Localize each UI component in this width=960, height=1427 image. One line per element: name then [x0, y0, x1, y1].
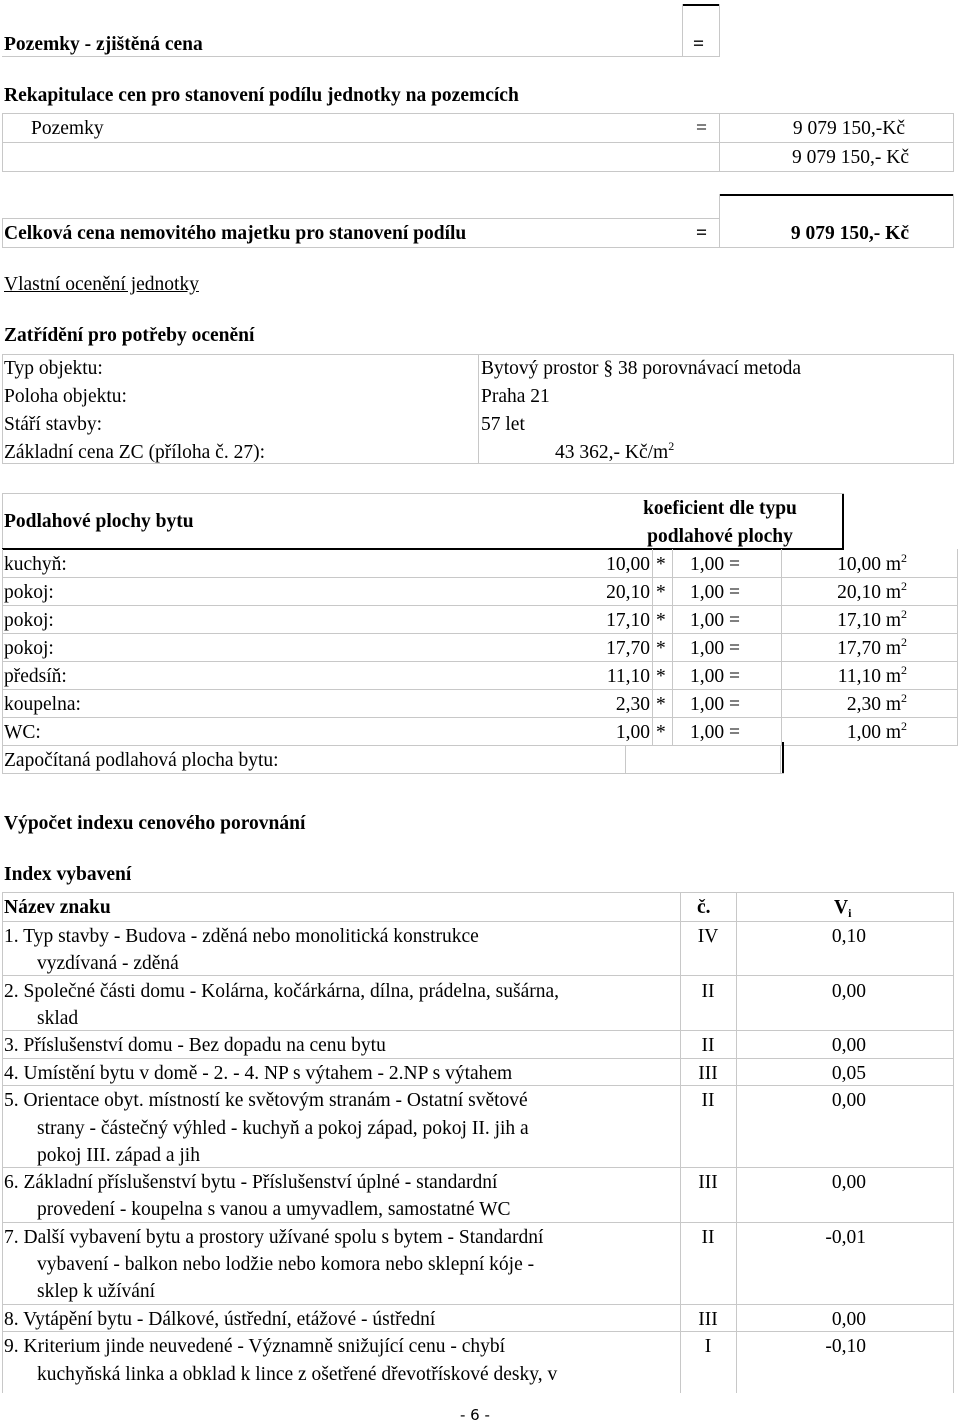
floor-area-op: *	[656, 554, 666, 575]
total-label: Celková cena nemovitého majetku pro stanovení podílu	[4, 223, 467, 244]
classification-value: Praha 21	[481, 386, 550, 407]
floor-area-value: 2,30	[615, 694, 650, 715]
floor-area-result: 17,70 $m^2$	[837, 635, 907, 659]
index-row-text: vyzdívaná - zděná	[37, 953, 179, 974]
floor-area-coef: 1,00 =	[690, 666, 740, 687]
classification-value: 57 let	[481, 414, 525, 435]
index-row-text: 9. Kriterium jinde neuvedené - Významně snižující cenu - chybí	[4, 1336, 506, 1357]
floor-area-label: pokoj:	[4, 638, 54, 659]
index-row-no: II	[701, 1227, 715, 1248]
index-row-text: 4. Umístění bytu v domě - 2. - 4. NP s výtahem - 2.NP s výtahem	[4, 1063, 513, 1084]
index-row-text: vybavení - balkon nebo lodžie nebo komora nebo sklepní kóje -	[37, 1254, 535, 1275]
floor-area-value: 11,10	[606, 666, 650, 687]
total-value: 9 079 150,- Kč	[790, 223, 909, 244]
floor-area-result: 11,10 $m^2$	[837, 663, 907, 687]
floor-area-op: *	[656, 582, 666, 603]
floor-area-op: *	[656, 638, 666, 659]
floor-area-value: 20,10	[606, 582, 650, 603]
recap-row-eq: =	[696, 118, 707, 139]
floor-area-coef: 1,00 =	[690, 610, 740, 631]
floor-area-op: *	[656, 722, 666, 743]
index-row-no: II	[701, 981, 715, 1002]
index-row-v: 0,00	[831, 981, 866, 1002]
floor-area-op: *	[656, 694, 666, 715]
classification-value: Bytový prostor § 38 porovnávací metoda	[481, 358, 802, 379]
index-row-text: sklad	[37, 1008, 79, 1029]
index-row-text: 8. Vytápění bytu - Dálkové, ústřední, etážové - ústřední	[4, 1309, 436, 1330]
floor-area-result: 10,00 $m^2$	[837, 551, 907, 575]
index-row-v: -0,10	[825, 1336, 866, 1357]
floor-area-result: 20,10 $m^2$	[837, 579, 907, 603]
index-row-no: I	[704, 1336, 712, 1357]
index-row-v: 0,00	[831, 1309, 866, 1330]
land-price-eq: =	[693, 34, 705, 55]
floor-area-label: koupelna:	[4, 694, 81, 715]
floor-area-coef: 1,00 =	[690, 638, 740, 659]
floor-area-label: WC:	[4, 722, 41, 743]
index-row-text: 3. Příslušenství domu - Bez dopadu na cenu bytu	[4, 1035, 386, 1056]
index-row-text: provedení - koupelna s vanou a umyvadlem, samostatné WC	[37, 1199, 511, 1220]
floor-area-op: *	[656, 610, 666, 631]
floor-area-coef: 1,00 =	[690, 582, 740, 603]
index-row-v: -0,01	[825, 1227, 866, 1248]
index-row-text: kuchyňská linka a obklad k lince z ošetřené dřevotřískové desky, v	[37, 1364, 558, 1385]
index-col-no: č.	[697, 897, 711, 918]
floor-area-result: 17,10 $m^2$	[837, 607, 907, 631]
floor-area-value: 17,70	[606, 638, 650, 659]
floor-area-value: 17,10	[606, 610, 650, 631]
floor-area-label: pokoj:	[4, 582, 54, 603]
index-row-v: 0,10	[831, 926, 866, 947]
recap-sum-value: 9 079 150,- Kč	[792, 147, 909, 168]
own-valuation-heading: Vlastní ocenění jednotky	[4, 274, 199, 295]
index-row-v: 0,00	[831, 1172, 866, 1193]
index-row-v: 0,05	[831, 1063, 866, 1084]
recap-row-label: Pozemky	[31, 118, 104, 139]
total-eq: =	[696, 223, 708, 244]
floor-area-coef: 1,00 =	[690, 554, 740, 575]
recap-heading: Rekapitulace cen pro stanovení podílu jednotky na pozemcích	[4, 85, 519, 106]
floor-areas-heading: Podlahové plochy bytu	[4, 511, 194, 532]
classification-label: Typ objektu:	[4, 358, 103, 379]
index-col-name: Název znaku	[4, 897, 111, 918]
page-number: - 6 -	[460, 1406, 490, 1424]
floor-area-label: předsíň:	[4, 666, 67, 687]
index-row-no: III	[698, 1063, 718, 1084]
classification-heading: Zatřídění pro potřeby ocenění	[4, 325, 255, 346]
floor-area-op: *	[656, 666, 666, 687]
floor-area-result: 1,00 $m^2$	[846, 719, 907, 743]
index-row-text: strany - částečný výhled - kuchyň a pokoj západ, pokoj II. jih a	[37, 1118, 529, 1139]
index-row-no: III	[698, 1172, 718, 1193]
recap-row-value: 9 079 150,-Kč	[792, 118, 905, 139]
index-col-v: $V_i$	[834, 897, 852, 920]
floor-area-value: 10,00	[606, 554, 650, 575]
index-row-v: 0,00	[831, 1090, 866, 1111]
index-row-no: III	[698, 1309, 718, 1330]
floor-area-label: pokoj:	[4, 610, 54, 631]
index-row-text: 6. Základní příslušenství bytu - Příslušenství úplné - standardní	[4, 1172, 498, 1193]
index-row-text: 2. Společné části domu - Kolárna, kočárkárna, dílna, prádelna, sušárna,	[4, 981, 560, 1002]
index-row-text: 5. Orientace obyt. místností ke světovým stranám - Ostatní světové	[4, 1090, 528, 1111]
index-row-text: 1. Typ stavby - Budova - zděná nebo monolitická konstrukce	[4, 926, 479, 947]
classification-label: Poloha objektu:	[4, 386, 127, 407]
index-row-no: II	[701, 1035, 715, 1056]
floor-area-result: 2,30 $m^2$	[846, 691, 907, 715]
classification-label: Základní cena ZC (příloha č. 27):	[4, 442, 265, 463]
index-row-text: sklep k užívání	[37, 1281, 156, 1302]
floor-area-value: 1,00	[615, 722, 650, 743]
floor-area-coef: 1,00 =	[690, 722, 740, 743]
classification-label: Stáří stavby:	[4, 414, 103, 435]
coef-header-line1: koeficient dle typu	[643, 498, 797, 519]
floor-area-label: kuchyň:	[4, 554, 67, 575]
index-subheading: Index vybavení	[4, 864, 132, 885]
index-row-no: IV	[697, 926, 719, 947]
index-row-no: II	[701, 1090, 715, 1111]
land-price-label: Pozemky - zjištěná cena	[4, 34, 203, 55]
index-row-text: pokoj III. západ a jih	[37, 1145, 200, 1166]
floor-area-total-label: Započítaná podlahová plocha bytu:	[4, 750, 279, 771]
index-heading: Výpočet indexu cenového porovnání	[4, 813, 306, 834]
floor-area-coef: 1,00 =	[690, 694, 740, 715]
coef-header-line2: podlahové plochy	[647, 526, 793, 547]
index-row-text: 7. Další vybavení bytu a prostory užívané spolu s bytem - Standardní	[4, 1227, 544, 1248]
base-price-value: 43 362,- $Kč/m^2$	[555, 439, 675, 463]
index-row-v: 0,00	[831, 1035, 866, 1056]
